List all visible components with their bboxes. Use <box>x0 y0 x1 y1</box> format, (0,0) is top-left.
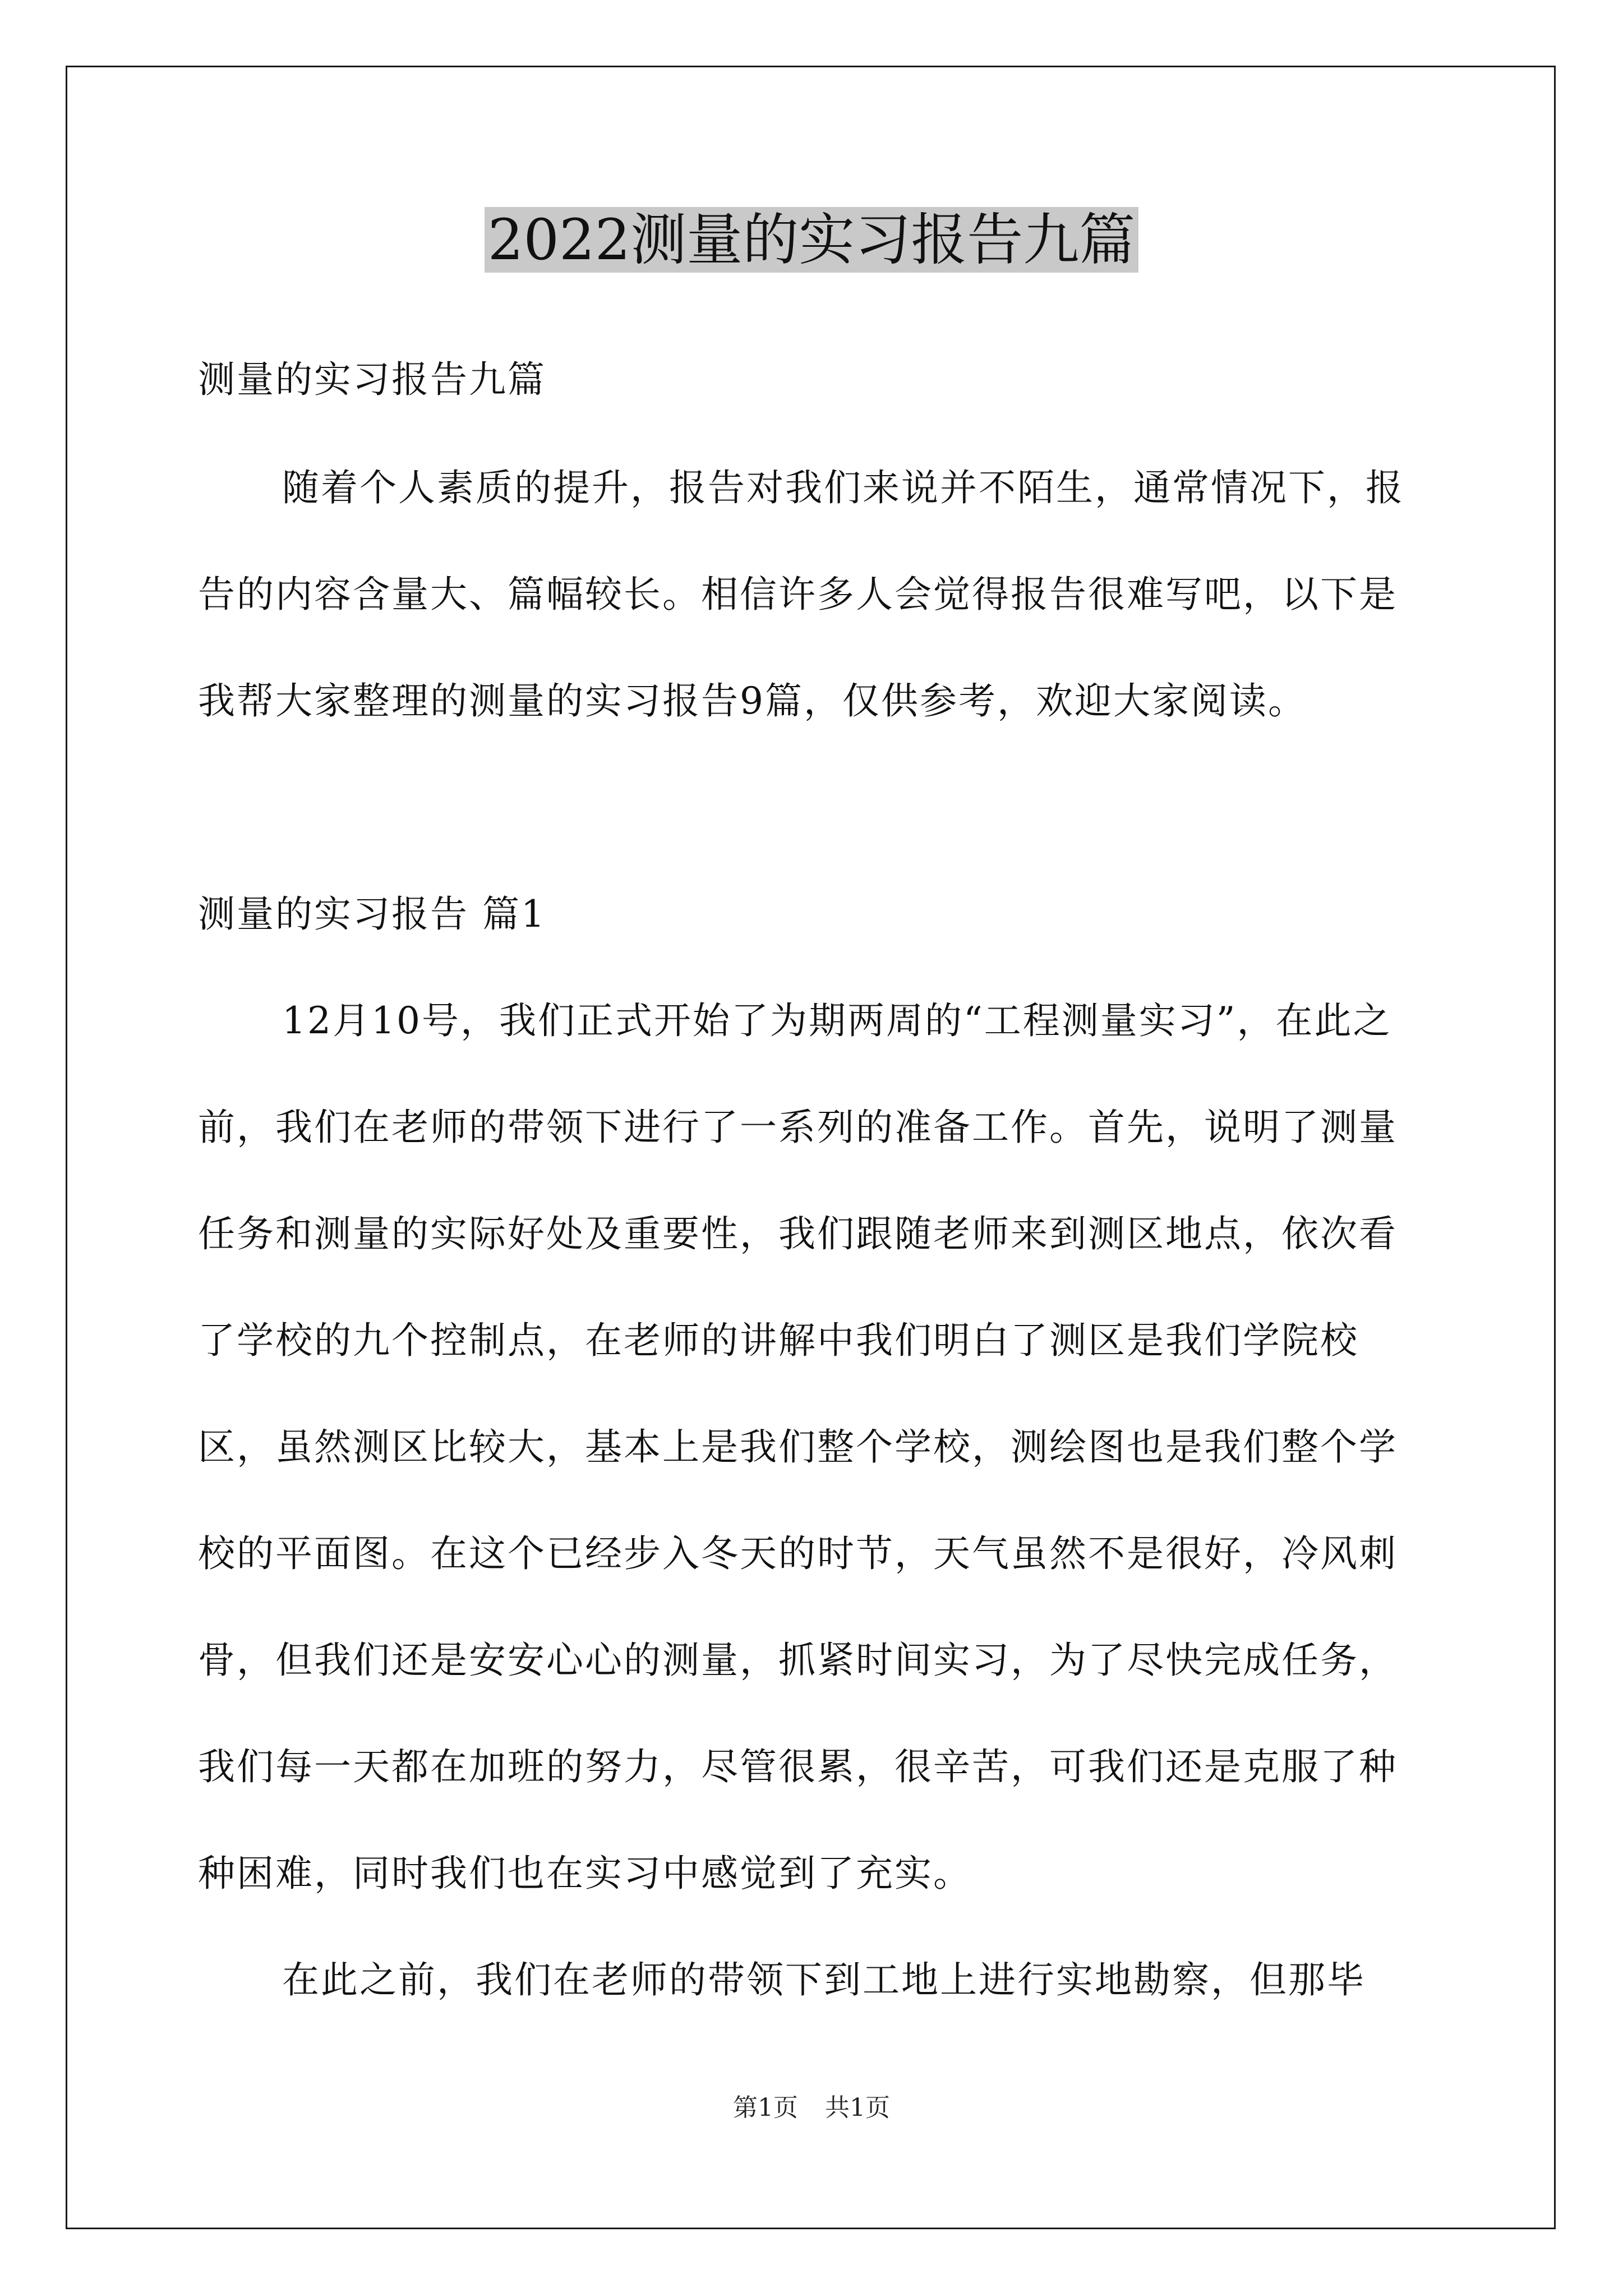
page-footer <box>0 2091 1623 2125</box>
body-paragraph-1: 12月10号，我们正式开始了为期两周的“工程测量实习”，在此之前，我们在老师的带领下进行了一系列的准备工作。首先，说明了测量任务和测量的实际好处及重要性，我们跟随老师来到测区地点，依次看了学校的九个控制点，在老师的讲解中我们明白了测区是我们学院校区，虽然测区比较大，基本上是我们整个学校，测绘图也是我们整个学校的平面图。在这个已经步入冬天的时节，天气虽然不是很好，冷风刺骨，但我们还是安安心心的测量，抓紧时间实习，为了尽快完成任务，我们每一天都在加班的努力，尽管很累，很辛苦，可我们还是克服了种种困难，同时我们也在实习中感觉到了充实。 <box>198 999 1398 1895</box>
body-paragraph-2: 在此之前，我们在老师的带领下到工地上进行实地勘察，但那毕 <box>282 1958 1366 2001</box>
section-heading: 测量的实习报告 篇1 <box>198 892 546 936</box>
document-title <box>0 205 1623 275</box>
intro-paragraph: 随着个人素质的提升，报告对我们来说并不陌生，通常情况下，报告的内容含量大、篇幅较长。相信许多人会觉得报告很难写吧，以下是我帮大家整理的测量的实习报告9篇，仅供参考，欢迎大家阅读。 <box>198 466 1404 723</box>
page-number: 第1页 <box>733 2093 798 2122</box>
page-total: 共1页 <box>825 2093 890 2122</box>
document-title-text: 2022测量的实习报告九篇 <box>485 207 1139 273</box>
document-subtitle: 测量的实习报告九篇 <box>198 358 546 401</box>
